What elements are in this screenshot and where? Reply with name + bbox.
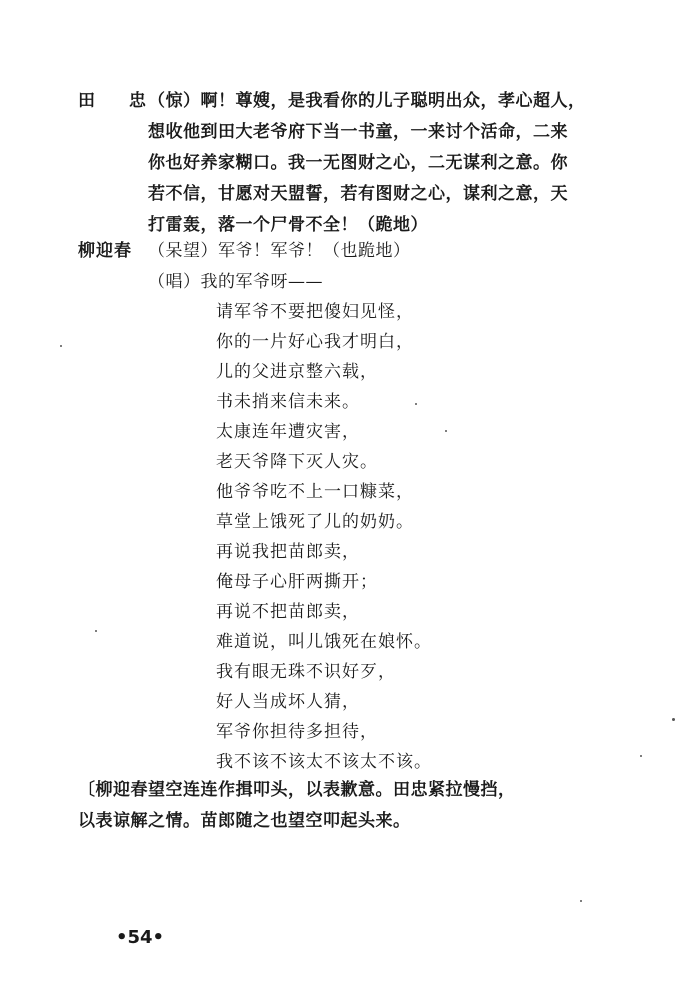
verse-line: 他爷爷吃不上一口糠菜， (216, 482, 414, 502)
verse-line: 军爷你担待多担待， (216, 722, 378, 742)
stage-direction-line: 〔柳迎春望空连连作揖叩头，以表歉意。田忠紧拉慢挡， (78, 780, 516, 800)
speaker-name: 柳迎春 (78, 241, 132, 261)
speech-line: 想收他到田大老爷府下当一书童，一来讨个活命，二来 (148, 122, 568, 142)
verse-line: 书未捎来信未来。 (216, 392, 360, 412)
scan-speck (672, 718, 675, 721)
speech-line: 打雷轰，落一个尸骨不全！（跪地） (148, 215, 428, 235)
verse-line: 再说我把苗郎卖， (216, 542, 360, 562)
verse-line: 你的一片好心我才明白， (216, 332, 414, 352)
stage-direction-line: 以表谅解之情。苗郎随之也望空叩起头来。 (78, 811, 411, 831)
scan-speck (580, 900, 582, 902)
verse-line: 我不该不该太不该太不该。 (216, 752, 432, 772)
speech-line: 你也好养家糊口。我一无图财之心，二无谋利之意。你 (148, 153, 568, 173)
verse-line: 我有眼无珠不识好歹， (216, 662, 396, 682)
verse-line: 草堂上饿死了儿的奶奶。 (216, 512, 414, 532)
speech-line: （呆望）军爷！军爷！（也跪地） (148, 241, 411, 261)
verse-line: 儿的父进京整六载， (216, 362, 378, 382)
scan-speck (445, 430, 447, 432)
speech-line: 若不信，甘愿对天盟誓，若有图财之心，谋利之意，天 (148, 184, 568, 204)
scan-speck (415, 403, 417, 405)
verse-line: 请军爷不要把傻妇见怪， (216, 302, 414, 322)
scan-speck (60, 345, 62, 347)
scan-speck (640, 755, 642, 757)
verse-line: 俺母子心肝两撕开； (216, 572, 378, 592)
verse-line: 老天爷降下灭人灾。 (216, 452, 378, 472)
scan-speck (95, 630, 97, 632)
speech-line: （唱）我的军爷呀—— (148, 272, 323, 292)
page-number: •54• (116, 927, 165, 948)
verse-line: 好人当成坏人猜， (216, 692, 360, 712)
verse-line: 难道说，叫儿饿死在娘怀。 (216, 632, 432, 652)
verse-line: 太康连年遭灾害， (216, 422, 360, 442)
speech-line: （惊）啊！尊嫂，是我看你的儿子聪明出众，孝心超人， (148, 91, 586, 111)
verse-line: 再说不把苗郎卖， (216, 602, 360, 622)
speaker-name: 田 忠 (78, 91, 160, 111)
